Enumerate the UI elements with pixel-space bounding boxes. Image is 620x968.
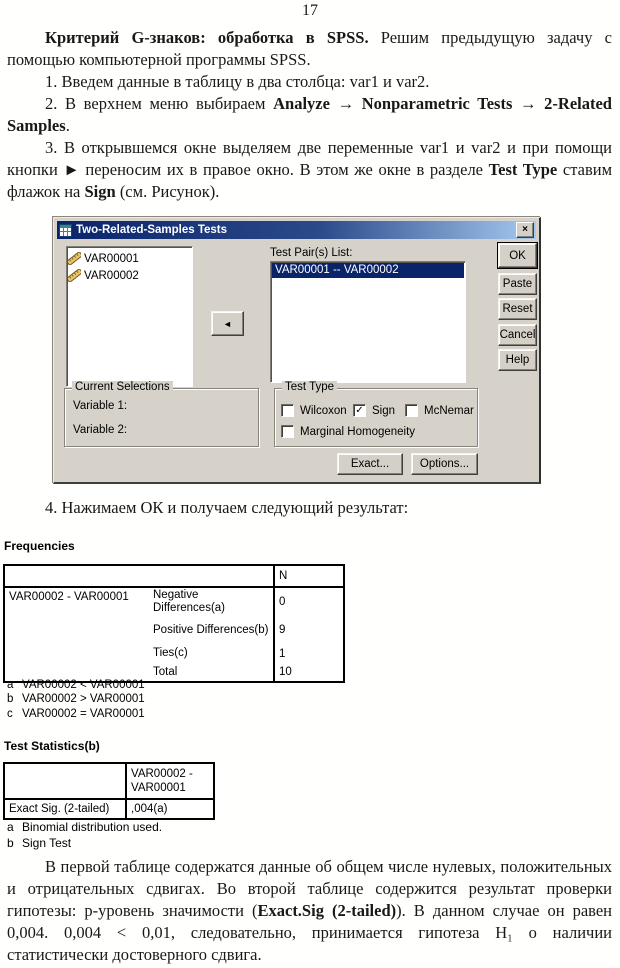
intro-paragraph: Критерий G-знаков: обработка в SPSS. Решим предыдущую задачу с помощью компьютерной программы SPSS.	[7, 28, 613, 69]
footnote-text: VAR00002 = VAR00001	[22, 707, 145, 720]
scale-variable-icon	[68, 252, 81, 265]
step-1-paragraph: 1. Введем данные в таблицу в два столбца: var1 и var2.	[45, 72, 430, 91]
source-variable-list[interactable]	[66, 246, 193, 387]
n-column-header: N	[274, 565, 344, 587]
n-value-cell: 1	[274, 644, 344, 663]
intro-text-block	[7, 27, 612, 203]
variable1-label: Variable 1:	[73, 400, 128, 412]
variable-list-item[interactable]	[68, 250, 191, 267]
test-type-title: Test Type	[282, 381, 337, 394]
n-value-cell: 0	[274, 587, 344, 616]
footnote-text: VAR00002 < VAR00001	[22, 679, 145, 691]
exact-button[interactable]	[337, 453, 403, 475]
checkbox-label: Marginal Homogeneity	[300, 425, 416, 438]
conclusion-paragraph: В первой таблице содержатся данные об общем числе нулевых, положительных и отрицательных сдвигах. Во второй таблице содержится результат проверки гипотезы: p-уровень значимости (Exact.Sig (2-tailed)). В данном случае он равен 0,004. 0,004 < 0,01, следовательно, принимается гипотеза H₁ о наличии статистически достоверного сдвига.	[7, 857, 612, 964]
page-number: 17	[302, 2, 318, 19]
checkbox-label: Sign	[372, 404, 396, 417]
test-statistics-footnotes	[7, 820, 162, 852]
step-4-text: 4. Нажимаем ОК и получаем следующий результат:	[45, 498, 409, 517]
table-header-row	[4, 763, 214, 799]
checkbox-mcnemar[interactable]	[405, 404, 474, 417]
options-button-label: Options...	[419, 458, 470, 470]
cancel-button-label: Cancel	[499, 329, 536, 341]
row-label-cell: Negative Differences(a)	[153, 589, 226, 614]
current-selections-title: Current Selections	[72, 381, 173, 394]
checkbox-wilcoxon[interactable]	[281, 404, 347, 417]
help-button[interactable]	[498, 349, 537, 371]
variable2-label: Variable 2:	[73, 424, 128, 436]
dialog-title: Two-Related-Samples Tests	[76, 224, 228, 236]
options-button[interactable]	[411, 453, 478, 475]
paste-button[interactable]	[498, 273, 537, 295]
close-button[interactable]	[516, 222, 534, 238]
row-label-cell: Exact Sig. (2-tailed)	[9, 803, 110, 815]
empty-header-cell	[4, 565, 274, 587]
n-value-cell: 9	[274, 616, 344, 644]
variable-label: VAR00001	[84, 252, 139, 265]
empty-header-cell	[4, 763, 126, 799]
checkbox-sign[interactable]	[353, 404, 395, 417]
table-header-row	[4, 565, 344, 587]
ok-button-label: OK	[509, 249, 526, 262]
close-icon: ×	[522, 224, 528, 235]
variable-list-item[interactable]	[68, 267, 191, 284]
reset-button[interactable]	[498, 298, 537, 320]
checkbox-label: Wilcoxon	[300, 404, 347, 417]
footnote-text: Sign Test	[22, 835, 72, 850]
test-statistics-table	[3, 762, 215, 820]
scale-variable-icon	[68, 269, 81, 282]
reset-button-label: Reset	[502, 303, 533, 315]
help-button-label: Help	[505, 354, 530, 366]
step-4-paragraph	[7, 497, 612, 519]
transfer-button[interactable]	[211, 311, 244, 336]
footnote	[7, 678, 145, 692]
dialog-app-icon	[59, 224, 72, 237]
row-label-cell: Ties(c)	[153, 647, 188, 659]
frequencies-heading: Frequencies	[4, 539, 75, 553]
footnote-key: b	[7, 693, 14, 706]
footnote-text: VAR00002 > VAR00001	[22, 693, 145, 706]
checkbox-box[interactable]	[405, 404, 418, 417]
exact-button-label: Exact...	[350, 458, 390, 470]
footnote-key: a	[7, 679, 14, 691]
footnote-key: b	[7, 835, 14, 850]
table-row	[4, 587, 344, 616]
test-pairs-label: Test Pair(s) List:	[270, 247, 353, 259]
footnote	[7, 707, 145, 721]
step-2-paragraph: 2. В верхнем меню выбираем Analyze → Nonparametric Tests → 2-Related Samples.	[7, 94, 612, 135]
footnote	[7, 820, 162, 836]
current-selections-group	[64, 381, 259, 447]
paste-button-label: Paste	[502, 278, 533, 290]
variable-label: VAR00002	[84, 269, 139, 282]
ok-button[interactable]	[498, 243, 537, 268]
test-type-group	[274, 381, 478, 447]
step-3-paragraph: 3. В открывшемся окне выделяем две переменные var1 и var2 и при помощи кнопки ► переносим их в правое окно. В этом же окне в разделе Test Type ставим флажок на Sign (см. Рисунок).	[7, 138, 613, 201]
column-header-cell: VAR00002 - VAR00001	[126, 763, 214, 799]
dialog-titlebar[interactable]	[57, 221, 536, 239]
left-arrow-icon: ◄	[223, 318, 232, 329]
footnote	[7, 836, 162, 852]
footnote-key: c	[7, 707, 13, 720]
footnote	[7, 692, 145, 706]
test-pairs-list[interactable]	[270, 261, 466, 383]
spss-dialog	[53, 217, 541, 484]
checkbox-box[interactable]	[281, 425, 294, 438]
footnote-key: a	[7, 820, 14, 834]
row-label-cell: Positive Differences(b)	[153, 623, 269, 636]
table-row	[4, 799, 214, 819]
footnote-text: Binomial distribution used.	[22, 820, 163, 834]
test-statistics-heading: Test Statistics(b)	[4, 739, 100, 753]
checkbox-marginal-homogeneity[interactable]	[281, 425, 415, 438]
checkbox-box[interactable]: ✓	[353, 404, 366, 417]
selected-test-pair[interactable]: VAR00001 -- VAR00002	[272, 263, 464, 278]
cancel-button[interactable]	[498, 324, 537, 346]
value-cell: ,004(a)	[126, 799, 214, 819]
row-label-cell: Total	[153, 665, 178, 678]
group-label-cell: VAR00002 - VAR00001	[9, 591, 129, 603]
checkbox-label: McNemar	[424, 404, 474, 417]
frequencies-table	[3, 564, 345, 683]
frequencies-footnotes	[7, 678, 145, 721]
n-value-cell: 10	[274, 663, 344, 682]
checkbox-box[interactable]	[281, 404, 294, 417]
